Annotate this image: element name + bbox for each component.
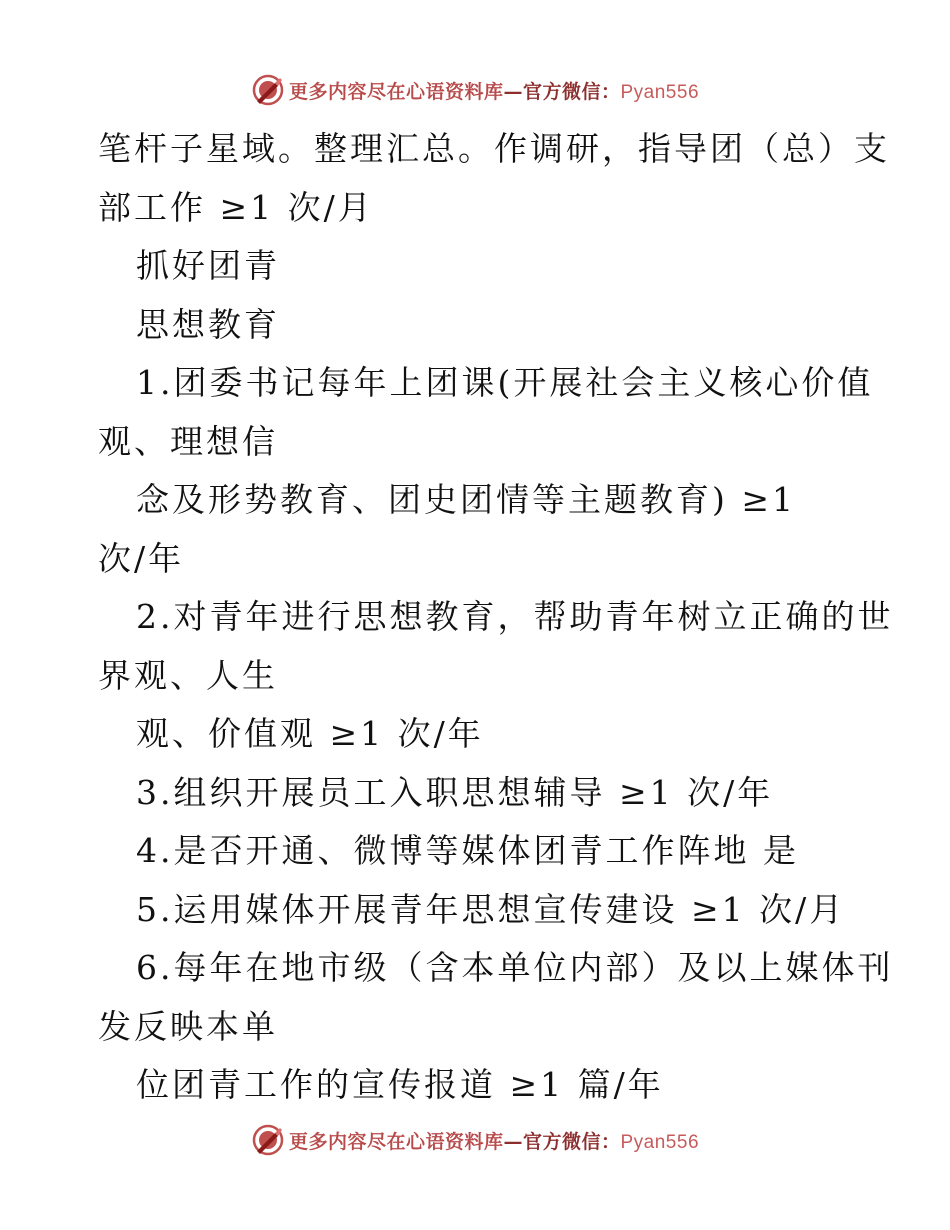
banner-official-label: 官方微信： — [522, 80, 621, 103]
text-line: 观、价值观 ≥1 次/年 — [136, 714, 484, 753]
banner-text — [289, 1127, 699, 1154]
text-line: 5.运用媒体开展青年思想宣传建设 ≥1 次/月 — [136, 889, 846, 929]
text-line: 发反映本单 — [98, 1006, 278, 1046]
text-line: 位团青工作的宣传报道 ≥1 篇/年 — [136, 1065, 664, 1104]
banner-main-text: 更多内容尽在心语资料库 — [288, 80, 504, 103]
text-line: 次/年 — [98, 538, 185, 578]
banner-official-label: 官方微信： — [522, 1130, 621, 1153]
text-line: 6.每年在地市级（含本单位内部）及以上媒体刊 — [136, 948, 894, 987]
pen-logo-icon — [251, 1123, 285, 1157]
text-line: 笔杆子星域。整理汇总。作调研，指导团（总）支 — [98, 129, 890, 168]
text-line: 念及形势教育、团史团情等主题教育) ≥1 — [136, 480, 797, 519]
text-line: 1.团委书记每年上团课(开展社会主义核心价值 — [136, 363, 874, 402]
text-line: 界观、人生 — [98, 655, 278, 695]
footer-banner — [0, 1120, 950, 1160]
banner-wechat-id: Pyan556 — [620, 81, 700, 103]
text-line: 2.对青年进行思想教育，帮助青年树立正确的世 — [136, 597, 894, 636]
text-line: 抓好团青 — [136, 246, 280, 285]
text-line: 4.是否开通、微博等媒体团青工作阵地 是 — [136, 831, 799, 870]
document-body — [98, 120, 894, 1115]
banner-text — [289, 77, 699, 104]
text-line: 3.组织开展员工入职思想辅导 ≥1 次/年 — [136, 772, 774, 812]
banner-main-text: 更多内容尽在心语资料库 — [288, 1130, 504, 1153]
banner-wechat-id: Pyan556 — [620, 1131, 700, 1153]
pen-logo-icon — [251, 73, 285, 107]
banner-dash: — — [503, 80, 523, 103]
text-line: 观、理想信 — [98, 421, 278, 461]
text-line: 思想教育 — [136, 304, 280, 344]
banner-dash: — — [503, 1130, 523, 1153]
text-line: 部工作 ≥1 次/月 — [98, 187, 374, 227]
header-banner — [0, 70, 950, 110]
